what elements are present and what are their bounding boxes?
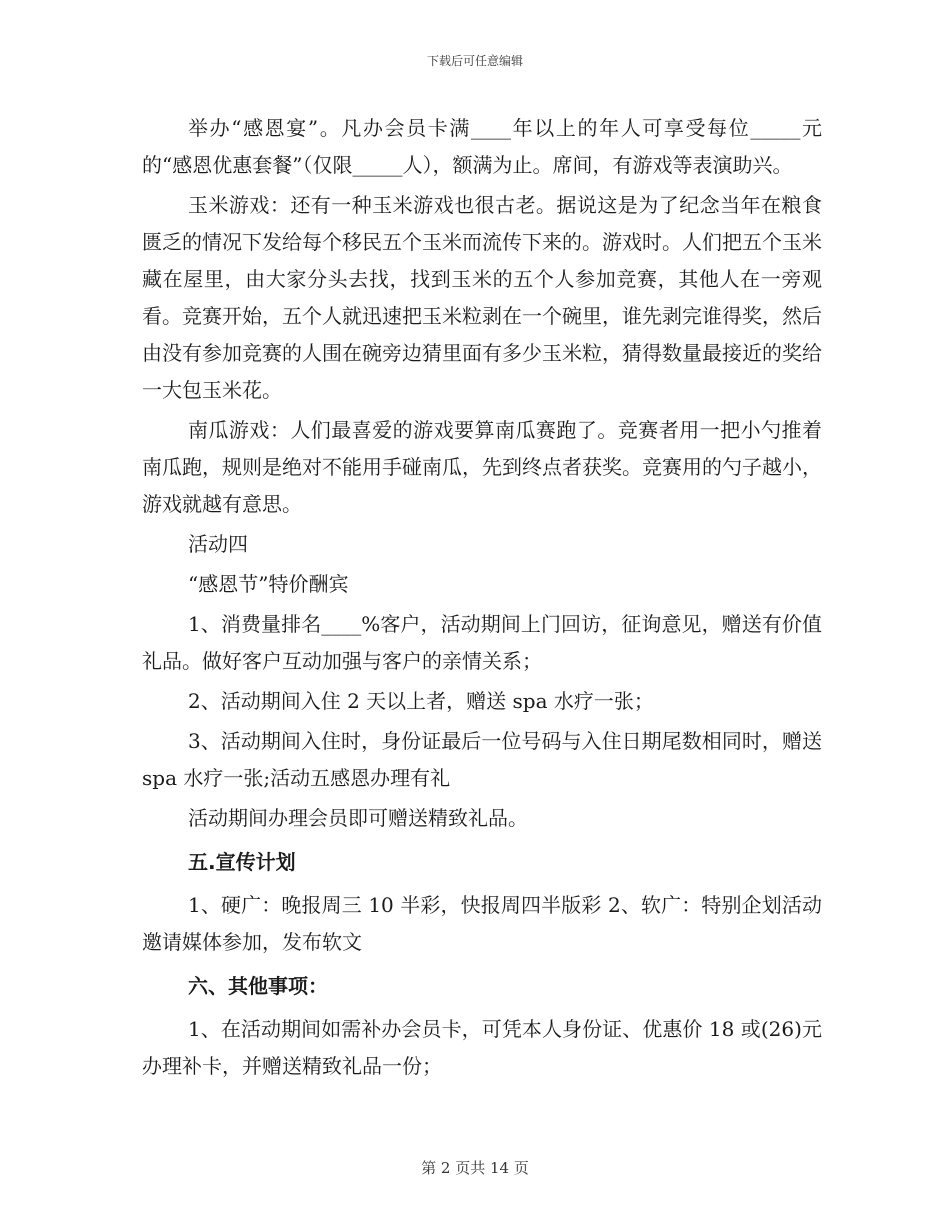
paragraph-item-3: 3、活动期间入住时，身份证最后一位号码与入住日期尾数相同时，赠送 spa 水疗一张;活动五感恩办理有礼 bbox=[142, 729, 822, 790]
paragraph-advertising: 1、硬广：晚报周三 10 半彩，快报周四半版彩 2、软广：特别企划活动邀请媒体参加，发布软文 bbox=[142, 893, 822, 954]
page-footer: 第 2 页共 14 页 bbox=[421, 1159, 529, 1177]
page-header: 下载后可任意编辑 bbox=[426, 54, 523, 68]
heading-promotion-plan: 五.宣传计划 bbox=[188, 850, 296, 874]
paragraph-card-replacement: 1、在活动期间如需补办会员卡，可凭本人身份证、优惠价 18 或(26)元办理补卡，并赠送精致礼品一份； bbox=[142, 1017, 822, 1078]
paragraph-pumpkin-game: 南瓜游戏：人们最喜爱的游戏要算南瓜赛跑了。竞赛者用一把小勺推着南瓜跑，规则是绝对不能用手碰南瓜，先到终点者获奖。竞赛用的勺子越小，游戏就越有意思。 bbox=[142, 418, 822, 516]
paragraph-membership-gift: 活动期间办理会员即可赠送精致礼品。 bbox=[188, 806, 528, 830]
document-body bbox=[142, 110, 822, 1088]
paragraph-item-2: 2、活动期间入住 2 天以上者，赠送 spa 水疗一张； bbox=[188, 689, 654, 713]
paragraph-thanksgiving-banquet: 举办“感恩宴”。凡办会员卡满____年以上的年人可享受每位_____元的“感恩优惠套餐”（仅限_____人），额满为止。席间，有游戏等表演助兴。 bbox=[142, 116, 822, 177]
paragraph-corn-game: 玉米游戏：还有一种玉米游戏也很古老。据说这是为了纪念当年在粮食匮乏的情况下发给每个移民五个玉米而流传下来的。游戏时。人们把五个玉米藏在屋里，由大家分头去找，找到玉米的五个人参加竞赛，其他人在一旁观看。竞赛开始，五个人就迅速把玉米粒剥在一个碗里，谁先剥完谁得奖，然后由没有参加竞赛的人围在碗旁边猜里面有多少玉米粒，猜得数量最接近的奖给一大包玉米花。 bbox=[142, 193, 822, 402]
paragraph-special-offer-title: “感恩节”特价酬宾 bbox=[188, 572, 349, 596]
paragraph-activity-four: 活动四 bbox=[188, 532, 248, 556]
paragraph-item-1: 1、消费量排名____%客户，活动期间上门回访，征询意见，赠送有价值礼品。做好客户互动加强与客户的亲情关系； bbox=[142, 612, 822, 673]
heading-other-matters: 六、其他事项： bbox=[188, 974, 328, 998]
